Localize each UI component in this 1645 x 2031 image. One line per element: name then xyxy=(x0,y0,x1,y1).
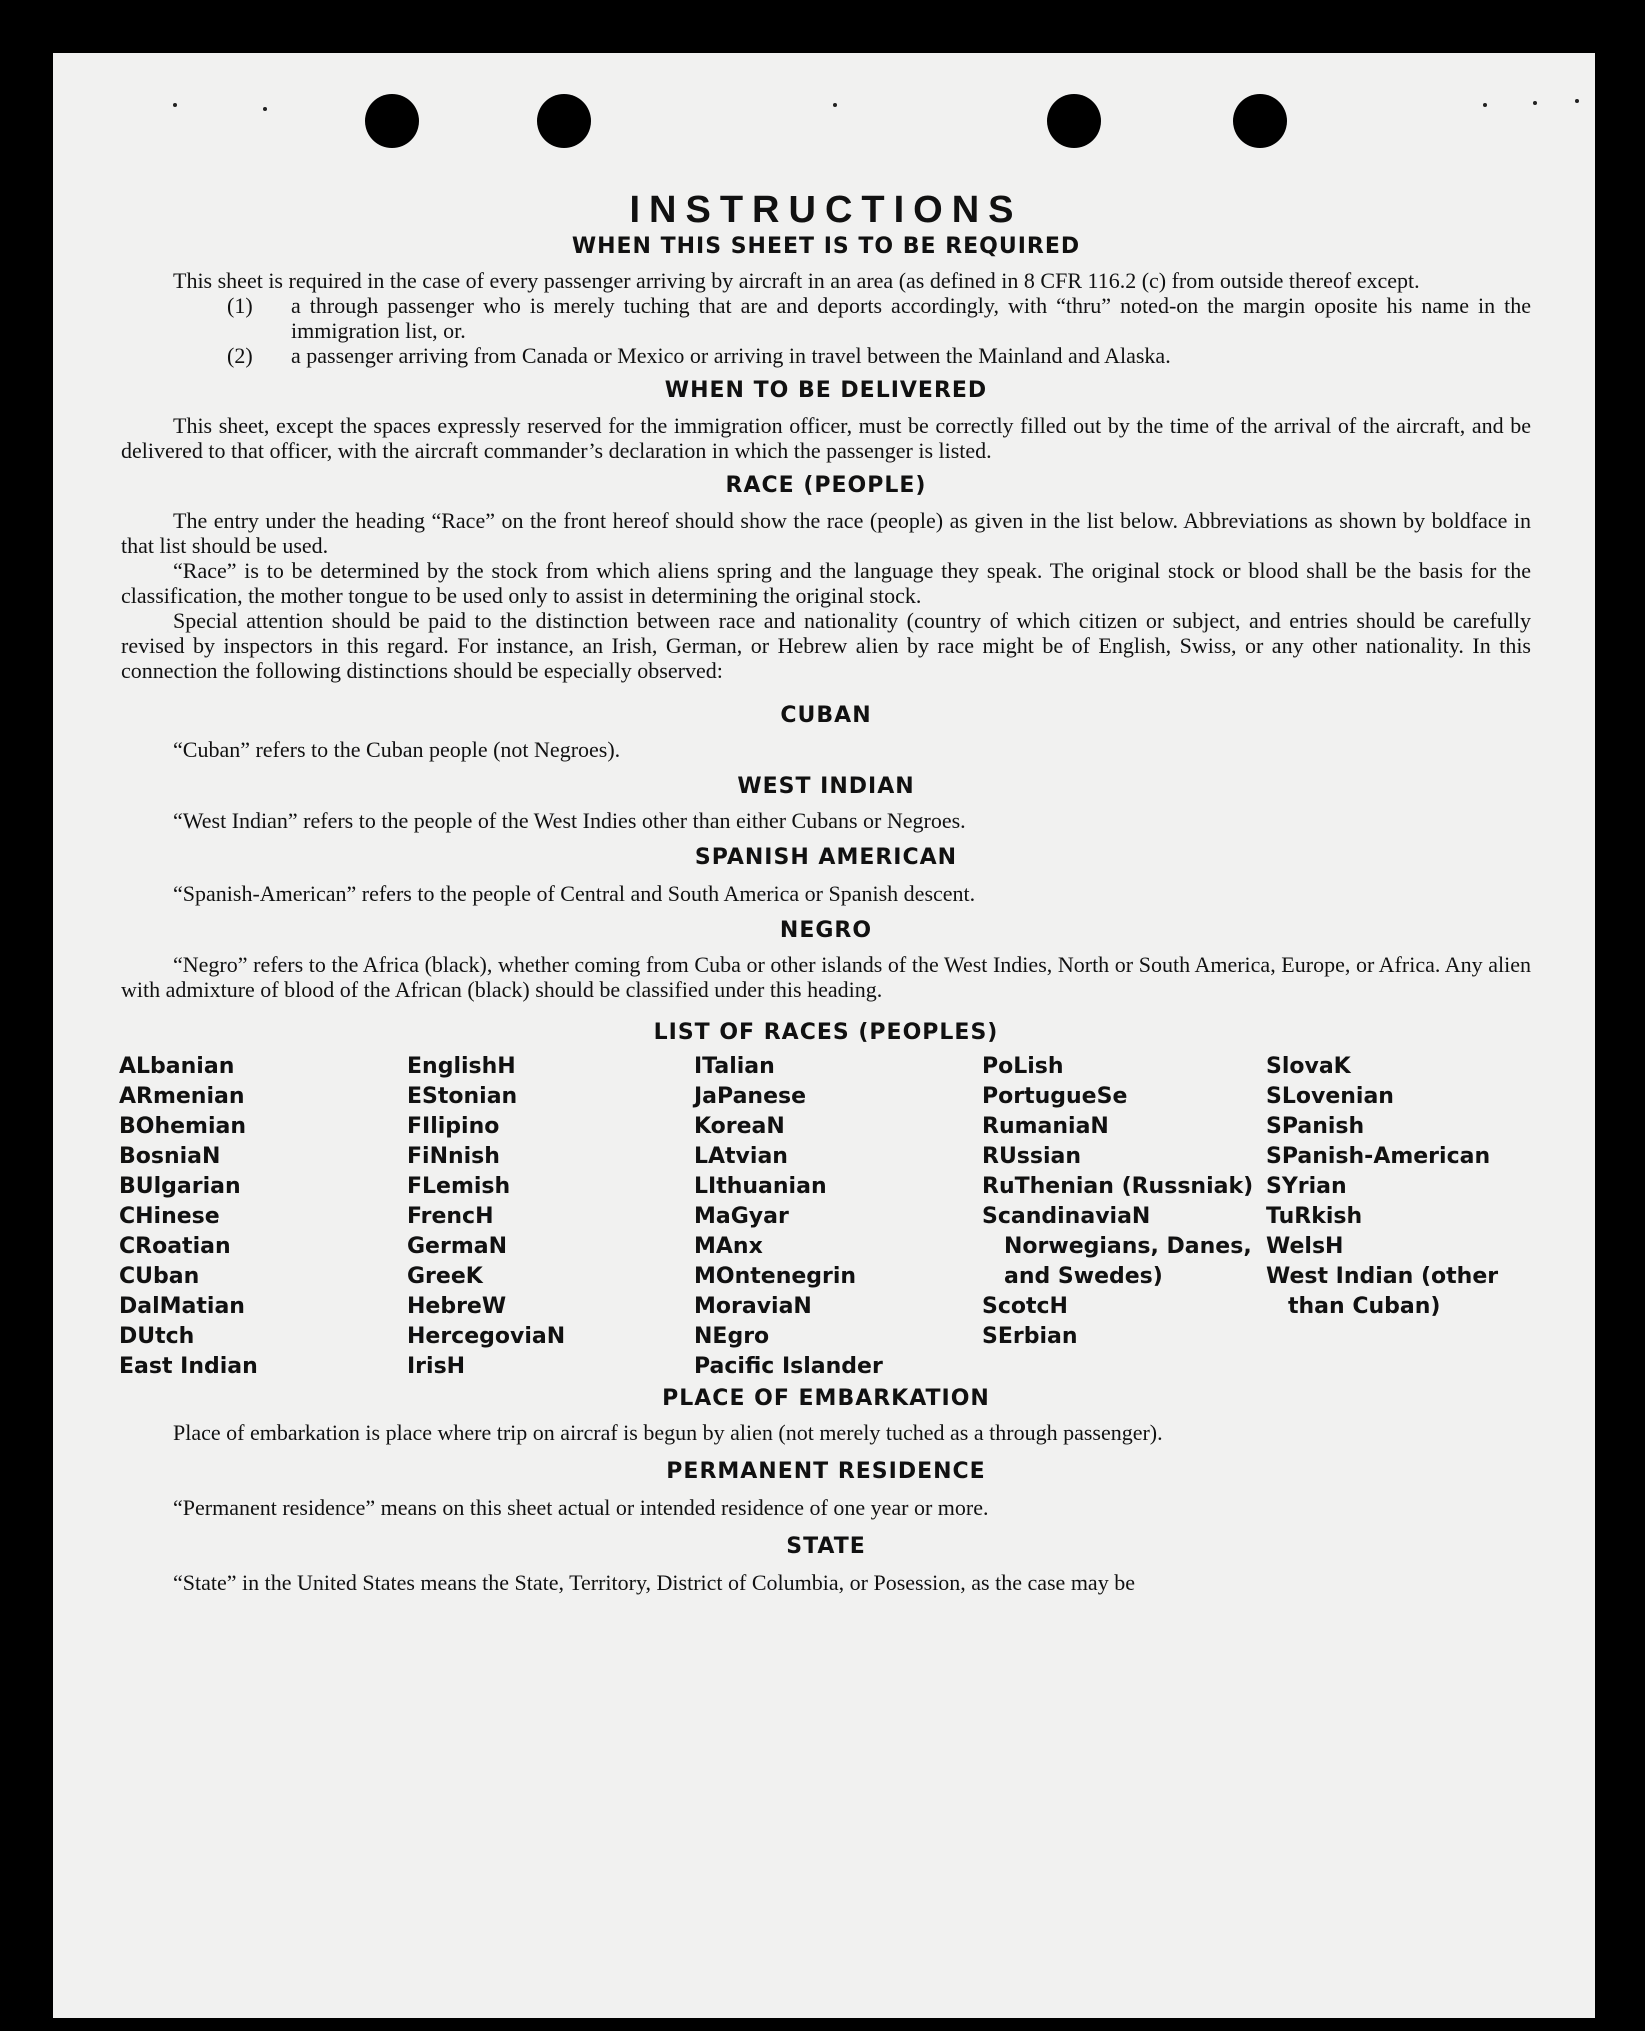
race-item: CHinese xyxy=(119,1204,220,1229)
race-item: East Indian xyxy=(119,1354,258,1379)
item-number: (1) xyxy=(227,293,253,318)
item-text: a through passenger who is merely tuching that are and deports accordingly, with “thru” noted-on the margin oposite his name in the immigration list, or. xyxy=(291,293,1531,343)
race-item: LIthuanian xyxy=(694,1174,827,1199)
punch-hole xyxy=(365,94,419,148)
list-item xyxy=(121,343,1531,368)
west-indian-text: “West Indian” refers to the people of the West Indies other than either Cubans or Negroes. xyxy=(173,808,966,833)
heading-embarkation: PLACE OF EMBARKATION xyxy=(662,1386,990,1411)
race-item: BOhemian xyxy=(119,1114,247,1139)
item-number: (2) xyxy=(227,343,253,368)
negro-text: “Negro” refers to the Africa (black), whether coming from Cuba or other islands of the West Indies, North or South America, Europe, or Africa. Any alien with admixture of blood of the African (black) should be classified under this heading. xyxy=(121,952,1531,1002)
race-item: SErbian xyxy=(982,1324,1078,1349)
race-item: MoraviaN xyxy=(694,1294,812,1319)
race-item: SPanish-American xyxy=(1266,1144,1491,1169)
document-content xyxy=(121,188,1531,1595)
race-item: PortugueSe xyxy=(982,1084,1128,1109)
races-column xyxy=(1266,1052,1526,1382)
race-item: HebreW xyxy=(407,1294,507,1319)
page-title: INSTRUCTIONS xyxy=(629,189,1023,231)
race-item: SlovaK xyxy=(1266,1054,1351,1079)
race-item: IrisH xyxy=(407,1354,466,1379)
heading-west-indian: WEST INDIAN xyxy=(737,774,915,799)
heading-spanish-american: SPANISH AMERICAN xyxy=(694,845,958,870)
race-item: RUssian xyxy=(982,1144,1082,1169)
speck xyxy=(1533,101,1537,105)
embarkation-text: Place of embarkation is place where trip on aircraf is begun by alien (not merely tuched as a through passenger). xyxy=(173,1420,1163,1445)
race-item: DalMatian xyxy=(119,1294,245,1319)
delivered-text: This sheet, except the spaces expressly reserved for the immigration officer, must be correctly filled out by the time of the arrival of the aircraft, and be delivered to that officer, with the aircraft commander’s declaration in which the passenger is listed. xyxy=(121,413,1531,463)
heading-race: RACE (PEOPLE) xyxy=(725,473,927,498)
speck xyxy=(263,107,267,111)
race-item: MAnx xyxy=(694,1234,763,1259)
heading-required: WHEN THIS SHEET IS TO BE REQUIRED xyxy=(571,234,1081,259)
item-text: a passenger arriving from Canada or Mexico or arriving in travel between the Mainland and Alaska. xyxy=(291,343,1171,368)
race-item: NEgro xyxy=(694,1324,770,1349)
race-item: SYrian xyxy=(1266,1174,1347,1199)
race-item: CUban xyxy=(119,1264,200,1289)
race-item: ARmenian xyxy=(119,1084,245,1109)
state-text: “State” in the United States means the State, Territory, District of Columbia, or Posession, as the case may be xyxy=(173,1570,1135,1595)
race-item: HercegoviaN xyxy=(407,1324,566,1349)
race-item: Pacific Islander xyxy=(694,1354,883,1379)
race-item: ScotcH xyxy=(982,1294,1068,1319)
races-list xyxy=(119,1052,1531,1382)
race-item: FiNnish xyxy=(407,1144,500,1169)
speck xyxy=(1575,99,1579,103)
punch-hole xyxy=(537,94,591,148)
heading-list-of-races: LIST OF RACES (PEOPLES) xyxy=(653,1020,999,1045)
list-item xyxy=(121,293,1531,343)
races-column xyxy=(982,1052,1266,1382)
race-item: BUlgarian xyxy=(119,1174,241,1199)
cuban-text: “Cuban” refers to the Cuban people (not Negroes). xyxy=(173,737,621,762)
race-item: KoreaN xyxy=(694,1114,785,1139)
race-paragraph: The entry under the heading “Race” on the front hereof should show the race (people) as given in the list below. Abbreviations as shown by boldface in that list should be used. xyxy=(121,508,1531,558)
race-item: SPanish xyxy=(1266,1114,1365,1139)
document-sheet xyxy=(53,53,1595,2018)
race-item: RumaniaN xyxy=(982,1114,1109,1139)
race-item: SLovenian xyxy=(1266,1084,1394,1109)
punch-hole xyxy=(1047,94,1101,148)
race-item: West Indian (other than Cuban) xyxy=(1266,1264,1499,1319)
race-item: EStonian xyxy=(407,1084,518,1109)
race-item: ScandinaviaN Norwegians, Danes, and Swedes) xyxy=(982,1204,1252,1289)
races-column xyxy=(407,1052,694,1382)
punch-hole xyxy=(1233,94,1287,148)
race-item: JaPanese xyxy=(694,1084,807,1109)
race-item: DUtch xyxy=(119,1324,195,1349)
residence-text: “Permanent residence” means on this sheet actual or intended residence of one year or more. xyxy=(173,1495,989,1520)
race-item: LAtvian xyxy=(694,1144,788,1169)
race-item: FrencH xyxy=(407,1204,494,1229)
race-item: TuRkish xyxy=(1266,1204,1363,1229)
heading-delivered: WHEN TO BE DELIVERED xyxy=(664,378,988,403)
speck xyxy=(1483,103,1487,107)
race-item: BosniaN xyxy=(119,1144,221,1169)
race-paragraph: Special attention should be paid to the distinction between race and nationality (country of which citizen or subject, and entries should be carefully revised by inspectors in this regard. For instance, an Irish, German, or Hebrew alien by race might be of English, Swiss, or any other nationality. In this connection the following distinctions should be especially observed: xyxy=(121,608,1531,683)
race-item: ALbanian xyxy=(119,1054,235,1079)
race-item: EnglishH xyxy=(407,1054,516,1079)
race-paragraph: “Race” is to be determined by the stock from which aliens spring and the language they speak. The original stock or blood shall be the basis for the classification, the mother tongue to be used only to assist in determining the original stock. xyxy=(121,558,1531,608)
heading-state: STATE xyxy=(786,1534,866,1559)
race-item: ITalian xyxy=(694,1054,775,1079)
race-item: GermaN xyxy=(407,1234,508,1259)
speck xyxy=(173,103,177,107)
races-column xyxy=(119,1052,407,1382)
race-item: GreeK xyxy=(407,1264,483,1289)
heading-permanent-residence: PERMANENT RESIDENCE xyxy=(666,1459,986,1484)
race-item: MaGyar xyxy=(694,1204,789,1229)
spanish-american-text: “Spanish-American” refers to the people of Central and South America or Spanish descent. xyxy=(173,881,976,906)
speck xyxy=(833,103,837,107)
required-text: This sheet is required in the case of every passenger arriving by aircraft in an area (as defined in 8 CFR 116.2 (c) from outside thereof except. xyxy=(173,268,1420,293)
race-item: RuThenian (Russniak) xyxy=(982,1174,1254,1199)
race-item: PoLish xyxy=(982,1054,1064,1079)
heading-cuban: CUBAN xyxy=(780,703,872,728)
race-item: CRoatian xyxy=(119,1234,231,1259)
races-column xyxy=(694,1052,982,1382)
race-item: FIlipino xyxy=(407,1114,500,1139)
heading-negro: NEGRO xyxy=(779,918,873,943)
race-item: MOntenegrin xyxy=(694,1264,857,1289)
race-item: WelsH xyxy=(1266,1234,1344,1259)
race-item: FLemish xyxy=(407,1174,511,1199)
